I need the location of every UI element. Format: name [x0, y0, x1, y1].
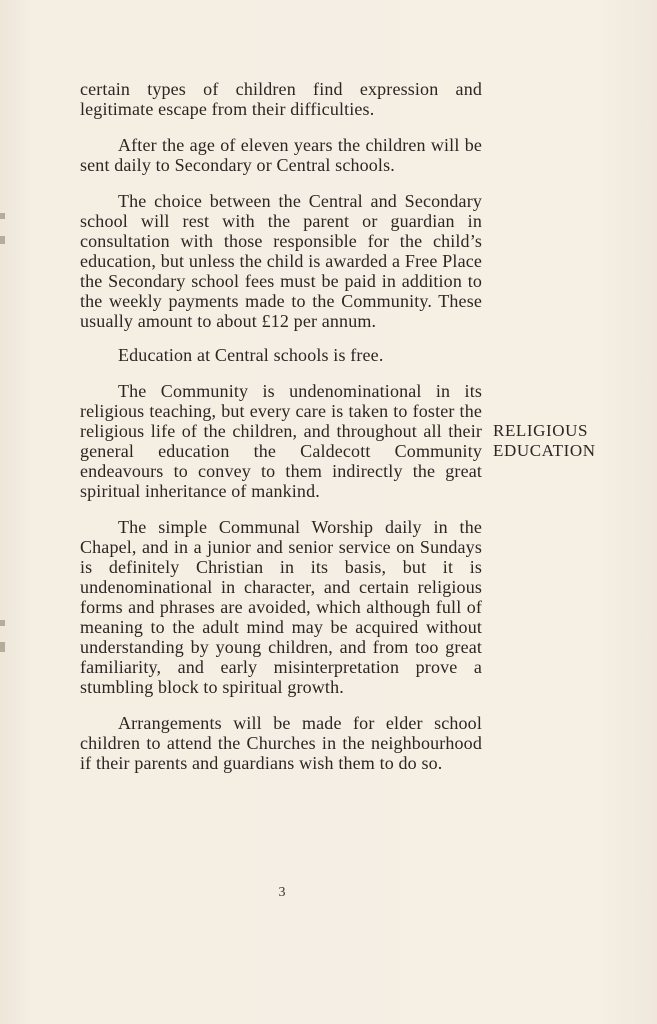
page-edge-mark — [0, 620, 5, 626]
side-heading-line: RELIGIOUS — [493, 421, 589, 440]
paragraph: Arrangements will be made for elder school children to attend the Churches in the neighbourhood if their parents and guardians wish them to do so. — [80, 713, 482, 773]
paragraph: The simple Communal Worship daily in the Chapel, and in a junior and senior service on Sundays is definitely Christian in its basis, but it is undenominational in character, and certain religious forms and phrases are avoided, which although full of meaning to the adult mind may be acquired without understanding by young children, and from too great familiarity, and early misinterpretation prove a stumbling block to spiritual growth. — [80, 517, 482, 697]
paragraph: The Community is undenominational in its religious teaching, but every care is taken to foster the religious life of the children, and throughout all their general education the Caldecott Community endeavours to convey to them indirectly the great spiritual inheritance of mankind. — [80, 381, 482, 501]
side-heading-line: EDUCATION — [493, 441, 596, 460]
body-text-column — [80, 79, 482, 788]
page-edge-mark — [0, 213, 5, 219]
paragraph: Education at Central schools is free. — [118, 345, 384, 365]
side-heading — [493, 421, 633, 461]
page-number: 3 — [278, 885, 286, 900]
page-edge-mark — [0, 236, 5, 244]
paragraph: The choice between the Central and Secondary school will rest with the parent or guardian in consultation with those responsible for the child’s education, but unless the child is awarded a Free Place the Secondary school fees must be paid in addition to the weekly payments made to the Community. These usually amount to about £12 per annum. — [80, 191, 482, 331]
page-edge-mark — [0, 642, 5, 652]
paragraph: After the age of eleven years the children will be sent daily to Secondary or Central schools. — [80, 135, 482, 175]
paragraph: certain types of children find expression and legitimate escape from their difficulties. — [80, 79, 482, 119]
